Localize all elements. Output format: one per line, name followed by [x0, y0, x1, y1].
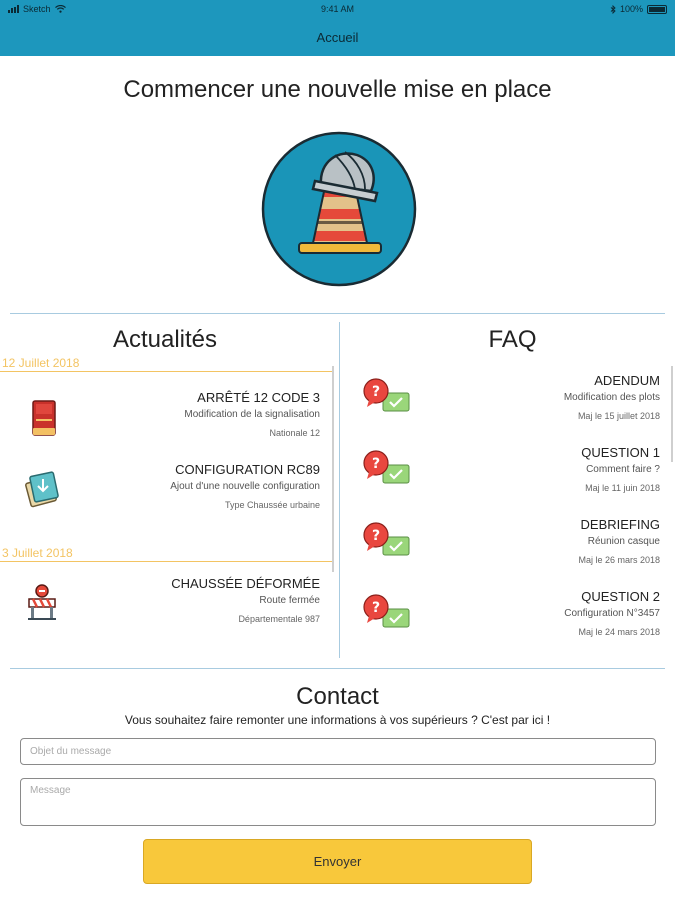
column-divider [339, 322, 340, 658]
faq-item[interactable] [355, 517, 665, 583]
question-chat-icon [361, 593, 413, 631]
faq-item-text [578, 517, 660, 567]
divider [10, 313, 665, 314]
bluetooth-icon [610, 5, 616, 14]
battery-percent: 100% [619, 4, 643, 14]
news-date: 3 Juillet 2018 [0, 546, 333, 562]
news-item-subtitle: Route fermée [259, 595, 320, 606]
news-item-detail: Type Chaussée urbaine [224, 500, 320, 510]
faq-item-detail: Maj le 24 mars 2018 [578, 627, 660, 637]
faq-item-detail: Maj le 15 juillet 2018 [577, 411, 660, 421]
faq-item-title: QUESTION 2 [581, 589, 660, 604]
svg-text:?: ? [371, 600, 381, 616]
faq-item-detail: Maj le 26 mars 2018 [578, 555, 660, 565]
new-setup-button[interactable] [261, 131, 417, 287]
book-icon [22, 396, 62, 436]
news-title: Actualités [112, 326, 218, 353]
faq-item[interactable] [355, 373, 665, 439]
send-button[interactable]: Envoyer [143, 839, 532, 884]
svg-text:?: ? [371, 456, 381, 472]
news-item-detail: Nationale 12 [269, 428, 320, 438]
carrier-label: Sketch [23, 4, 51, 14]
news-item[interactable] [10, 462, 330, 524]
faq-item-subtitle: Configuration N°3457 [564, 608, 660, 619]
road-barrier-icon [22, 582, 62, 622]
battery-icon [647, 5, 667, 14]
document-download-icon [22, 468, 62, 508]
news-item-subtitle: Ajout d'une nouvelle configuration [170, 481, 320, 492]
status-bar [0, 0, 675, 20]
news-date: 12 Juillet 2018 [0, 356, 333, 372]
question-chat-icon [361, 521, 413, 559]
status-right [610, 4, 667, 14]
question-chat-icon [361, 449, 413, 487]
message-textarea[interactable] [20, 778, 656, 826]
faq-item-text [564, 589, 660, 639]
faq-item-title: ADENDUM [594, 373, 660, 388]
page-title: Commencer une nouvelle mise en place [123, 76, 552, 103]
news-scrollbar[interactable] [332, 366, 334, 572]
news-item-text [184, 390, 320, 440]
divider [10, 668, 665, 669]
news-item-text [170, 462, 320, 512]
news-item-title: CHAUSSÉE DÉFORMÉE [171, 576, 320, 591]
faq-item-text [564, 373, 660, 423]
contact-subtitle: Vous souhaitez faire remonter une informations à vos supérieurs ? C'est par ici ! [124, 713, 551, 727]
faq-item-text [581, 445, 660, 495]
faq-title: FAQ [488, 326, 537, 353]
news-item[interactable] [10, 390, 330, 452]
faq-item[interactable] [355, 589, 665, 655]
faq-item-title: QUESTION 1 [581, 445, 660, 460]
question-chat-icon [361, 377, 413, 415]
news-item-subtitle: Modification de la signalisation [184, 409, 320, 420]
news-item-text [171, 576, 320, 626]
svg-text:?: ? [371, 384, 381, 400]
faq-scrollbar[interactable] [671, 366, 673, 462]
contact-title: Contact [296, 683, 379, 710]
subject-input[interactable] [20, 738, 656, 765]
faq-item-subtitle: Modification des plots [563, 392, 660, 403]
status-time: 9:41 AM [320, 4, 355, 14]
faq-item-subtitle: Comment faire ? [586, 464, 660, 475]
nav-title: Accueil [316, 30, 359, 45]
faq-item-subtitle: Réunion casque [587, 536, 660, 547]
faq-item-title: DEBRIEFING [580, 517, 660, 532]
faq-item-detail: Maj le 11 juin 2018 [585, 483, 660, 493]
faq-item[interactable] [355, 445, 665, 511]
news-item-title: CONFIGURATION RC89 [175, 462, 320, 477]
news-item-title: ARRÊTÉ 12 CODE 3 [197, 390, 320, 405]
top-bar [0, 0, 675, 56]
news-item-detail: Départementale 987 [238, 614, 320, 624]
news-item[interactable] [10, 576, 330, 638]
svg-text:?: ? [371, 528, 381, 544]
